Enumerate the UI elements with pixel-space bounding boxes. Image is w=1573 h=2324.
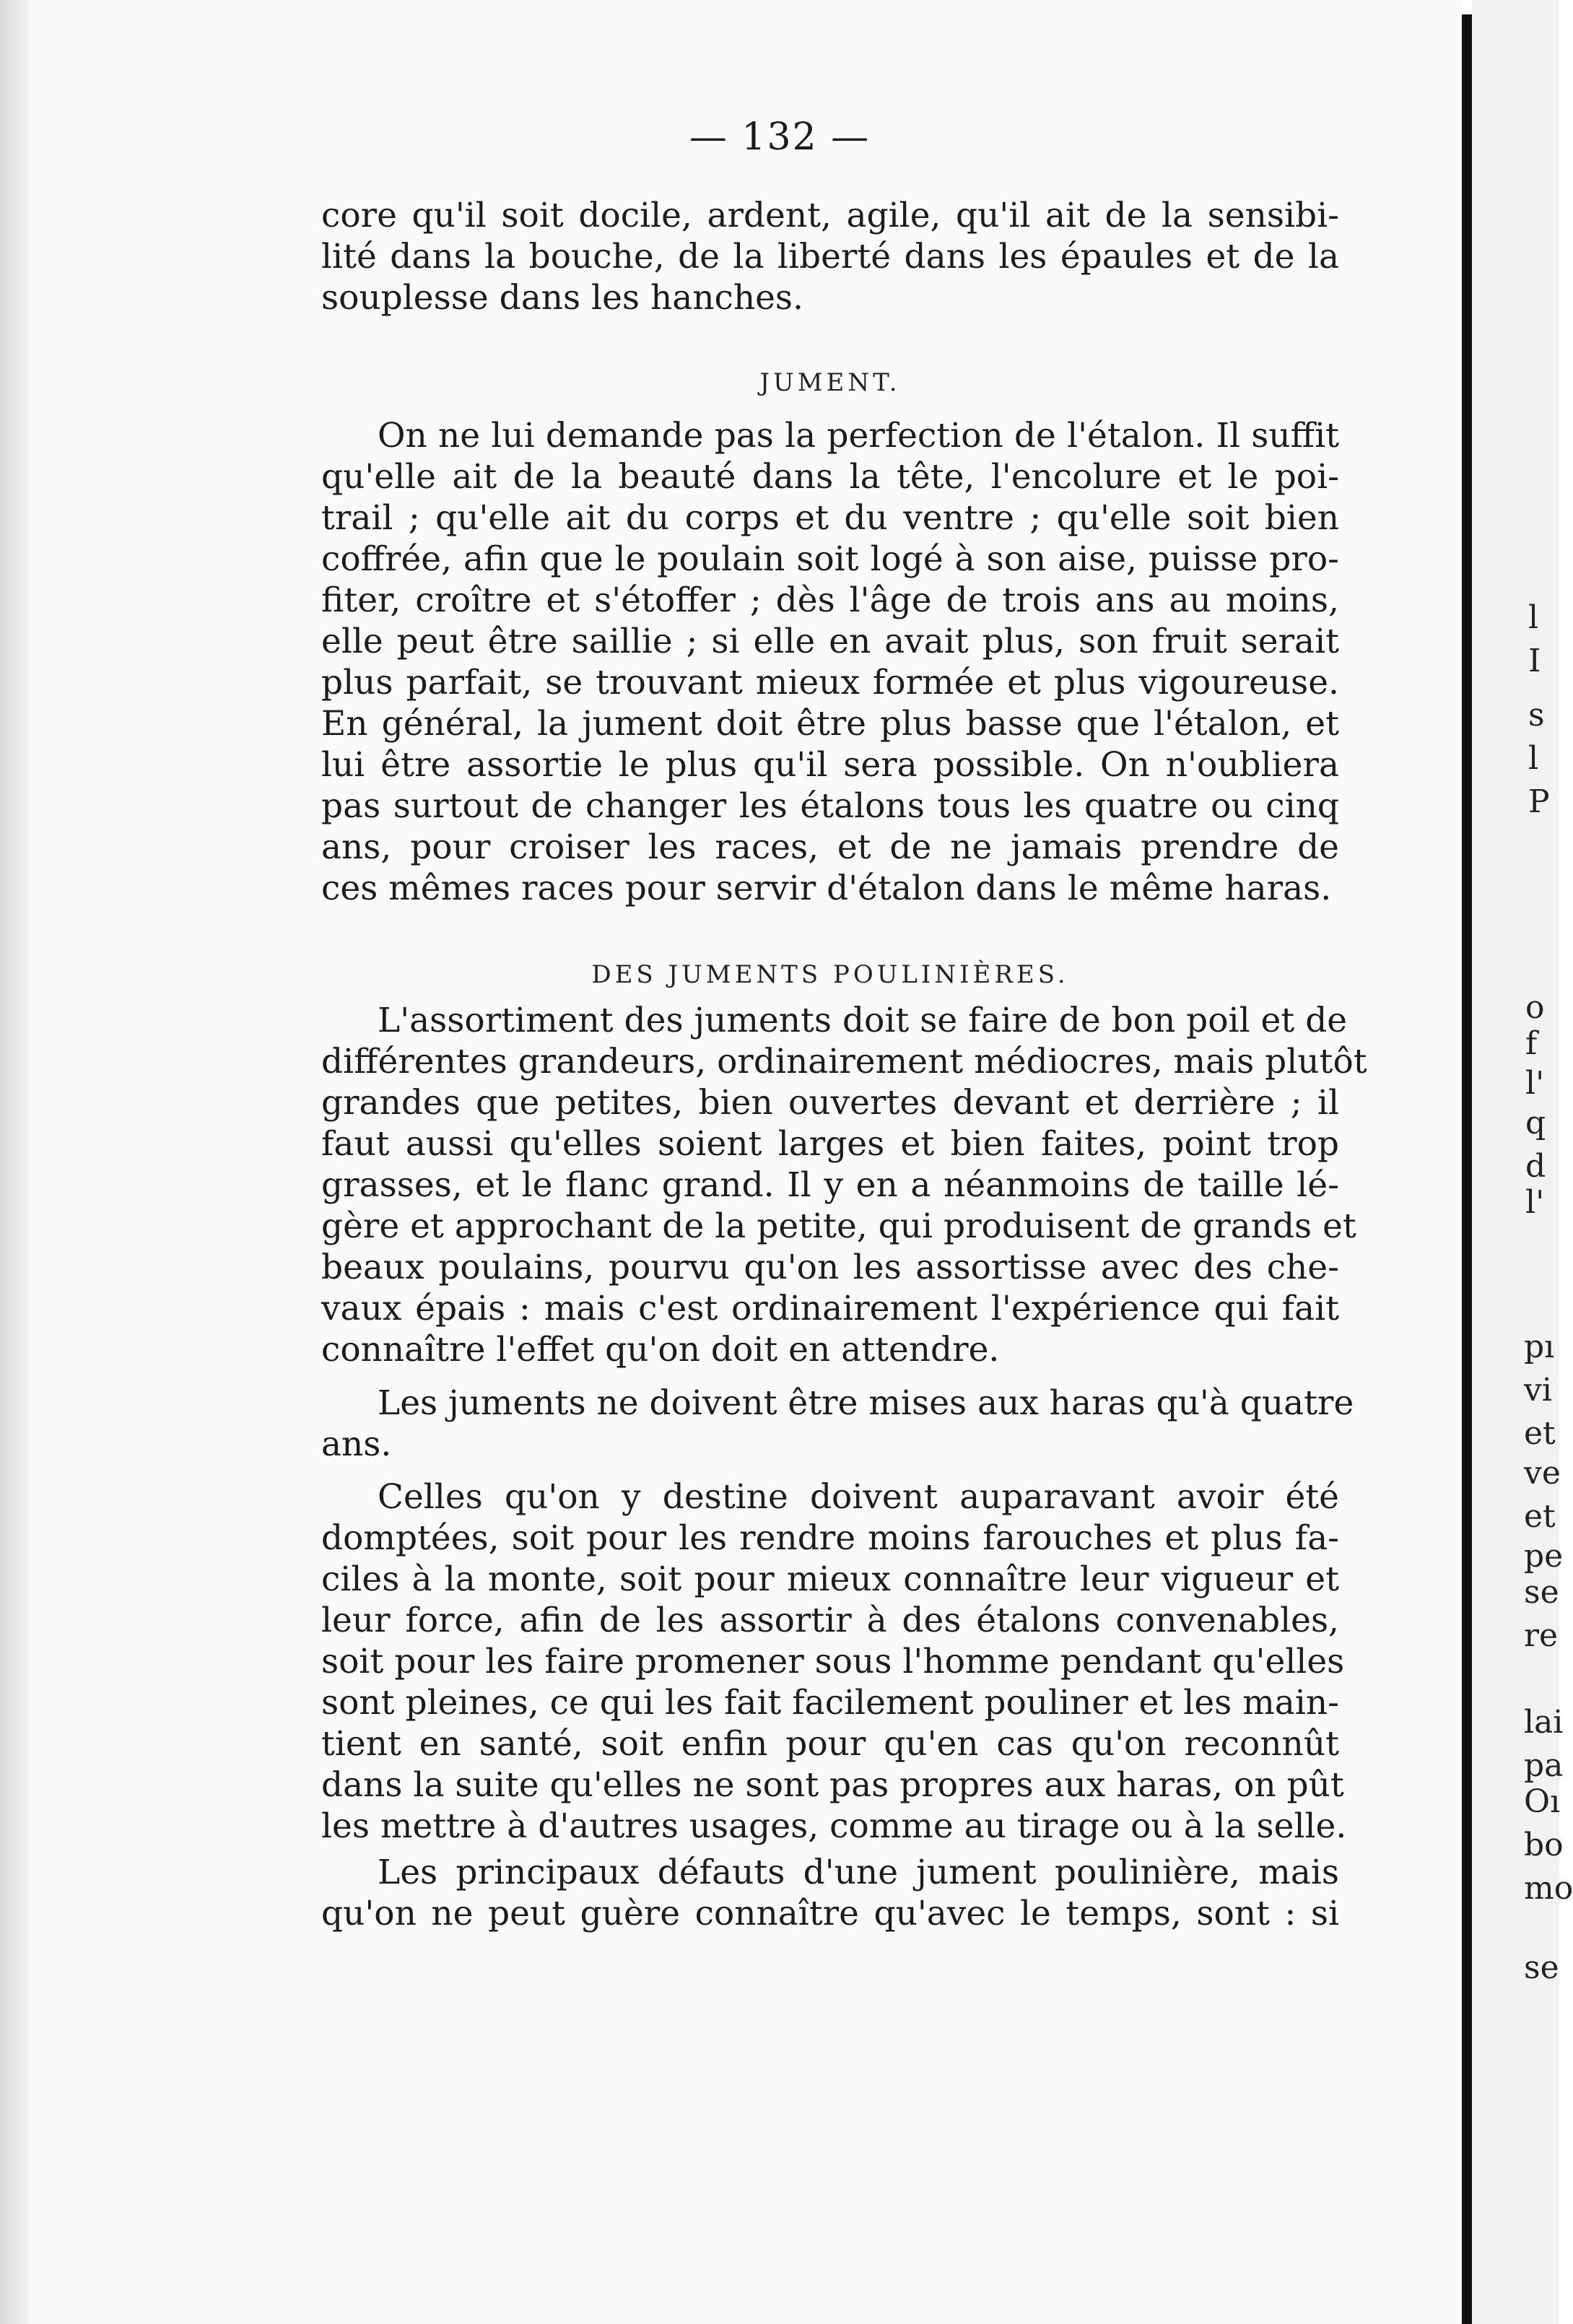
text-line: En général, la jument doit être plus basse que l'étalon, et [321, 704, 1339, 744]
text-line: fiter, croître et s'étoffer ; dès l'âge de trois ans au moins, [321, 580, 1339, 620]
text-line: domptées, soit pour les rendre moins farouches et plus fa- [321, 1518, 1339, 1558]
page-number: — 132 — [689, 116, 871, 159]
text-line: lui être assortie le plus qu'il sera possible. On n'oubliera [321, 745, 1339, 785]
adjacent-page-fragment: d [1525, 1148, 1546, 1185]
text-line: grandes que petites, bien ouvertes devant et derrière ; il [321, 1083, 1339, 1123]
adjacent-page-fragment: pı [1524, 1328, 1555, 1365]
text-line: plus parfait, se trouvant mieux formée et plus vigoureuse. [321, 663, 1339, 702]
adjacent-page-fragment: re [1524, 1617, 1559, 1654]
paragraph-assortiment [321, 1000, 1367, 1370]
text-line: différentes grandeurs, ordinairement médiocres, mais plutôt [321, 1042, 1367, 1082]
text-line: Les juments ne doivent être mises aux haras qu'à quatre [378, 1383, 1354, 1423]
adjacent-page-fragment: f [1525, 1025, 1538, 1062]
adjacent-page-fragment: q [1525, 1105, 1546, 1141]
paragraph-age [321, 1383, 1354, 1465]
adjacent-page-fragment: I [1528, 643, 1541, 679]
text-line: qu'elle ait de la beauté dans la tête, l'encolure et le poi- [321, 457, 1339, 497]
adjacent-page-fragment: o [1525, 989, 1545, 1026]
paragraph-defauts [321, 1852, 1339, 1934]
scan-edge [0, 0, 29, 2324]
text-line: faut aussi qu'elles soient larges et bien faites, point trop [321, 1124, 1339, 1164]
text-line: les mettre à d'autres usages, comme au tirage ou à la selle. [321, 1806, 1347, 1846]
book-gutter [1462, 14, 1472, 2324]
adjacent-page-fragment: P [1528, 783, 1550, 820]
section-heading-poulinieres: DES JUMENTS POULINIÈRES. [591, 960, 1069, 989]
text-line: lité dans la bouche, de la liberté dans les épaules et de la [321, 237, 1339, 277]
paragraph-jument [321, 415, 1339, 909]
text-line: soit pour les faire promener sous l'homme pendant qu'elles [321, 1642, 1345, 1681]
text-line: trail ; qu'elle ait du corps et du ventre ; qu'elle soit bien [321, 498, 1339, 538]
adjacent-page-edge [1472, 0, 1573, 2324]
adjacent-page-fragment: pa [1524, 1747, 1564, 1784]
adjacent-page-fragment: se [1524, 1949, 1559, 1986]
text-line: sont pleines, ce qui les fait facilement pouliner et les main- [321, 1683, 1339, 1723]
adjacent-page-fragment: et [1524, 1415, 1556, 1452]
text-line: dans la suite qu'elles ne sont pas propres aux haras, on pût [321, 1765, 1344, 1805]
text-line: gère et approchant de la petite, qui produisent de grands et [321, 1206, 1356, 1246]
text-line: tient en santé, soit enfin pour qu'en cas qu'on reconnût [321, 1724, 1339, 1764]
adjacent-page-fragment: s [1528, 697, 1545, 734]
adjacent-page-fragment: l' [1525, 1184, 1545, 1221]
paragraph-continuation [321, 195, 1339, 318]
adjacent-page-fragment: lai [1524, 1704, 1564, 1741]
text-line: souplesse dans les hanches. [321, 278, 803, 318]
text-line: ces mêmes races pour servir d'étalon dans le même haras. [321, 869, 1332, 908]
adjacent-page-fragment: Oı [1524, 1783, 1561, 1820]
text-line: elle peut être saillie ; si elle en avait plus, son fruit serait [321, 622, 1339, 661]
text-line: L'assortiment des juments doit se faire de bon poil et de [378, 1001, 1348, 1040]
adjacent-page-fragment: l' [1525, 1065, 1545, 1102]
text-line: beaux poulains, pourvu qu'on les assortisse avec des che- [321, 1248, 1339, 1287]
text-line: grasses, et le flanc grand. Il y en a néanmoins de taille lé- [321, 1165, 1339, 1205]
adjacent-page-fragment: vi [1524, 1372, 1552, 1409]
adjacent-page-fragment: se [1524, 1574, 1559, 1611]
adjacent-page-fragment: bo [1524, 1827, 1564, 1863]
text-line: vaux épais : mais c'est ordinairement l'expérience qui fait [321, 1289, 1339, 1328]
text-line: On ne lui demande pas la perfection de l'étalon. Il suffit [378, 416, 1339, 456]
text-line: ans, pour croiser les races, et de ne jamais prendre de [321, 827, 1339, 867]
text-line: qu'on ne peut guère connaître qu'avec le temps, sont : si [321, 1894, 1339, 1933]
adjacent-page-fragment: et [1524, 1498, 1556, 1535]
text-line: pas surtout de changer les étalons tous les quatre ou cinq [321, 786, 1339, 826]
adjacent-page-fragment: pe [1524, 1538, 1564, 1575]
adjacent-page-fragment: ve [1524, 1455, 1561, 1492]
adjacent-page-fragment: l [1528, 740, 1539, 777]
text-line: coffrée, afin que le poulain soit logé à son aise, puisse pro- [321, 539, 1339, 579]
adjacent-page-fragment: mo [1524, 1870, 1573, 1907]
text-line: ciles à la monte, soit pour mieux connaître leur vigueur et [321, 1559, 1339, 1599]
text-line: leur force, afin de les assortir à des étalons convenables, [321, 1601, 1339, 1640]
text-line: ans. [321, 1424, 392, 1464]
text-line: Celles qu'on y destine doivent auparavant avoir été [378, 1477, 1339, 1517]
text-line: core qu'il soit docile, ardent, agile, qu'il ait de la sensibi- [321, 196, 1339, 235]
text-line: Les principaux défauts d'une jument poulinière, mais [378, 1853, 1339, 1892]
adjacent-page-fragment: l [1528, 599, 1539, 636]
text-line: connaître l'effet qu'on doit en attendre. [321, 1330, 1000, 1370]
section-heading-jument: JUMENT. [759, 368, 901, 397]
paragraph-domptees [321, 1476, 1347, 1847]
